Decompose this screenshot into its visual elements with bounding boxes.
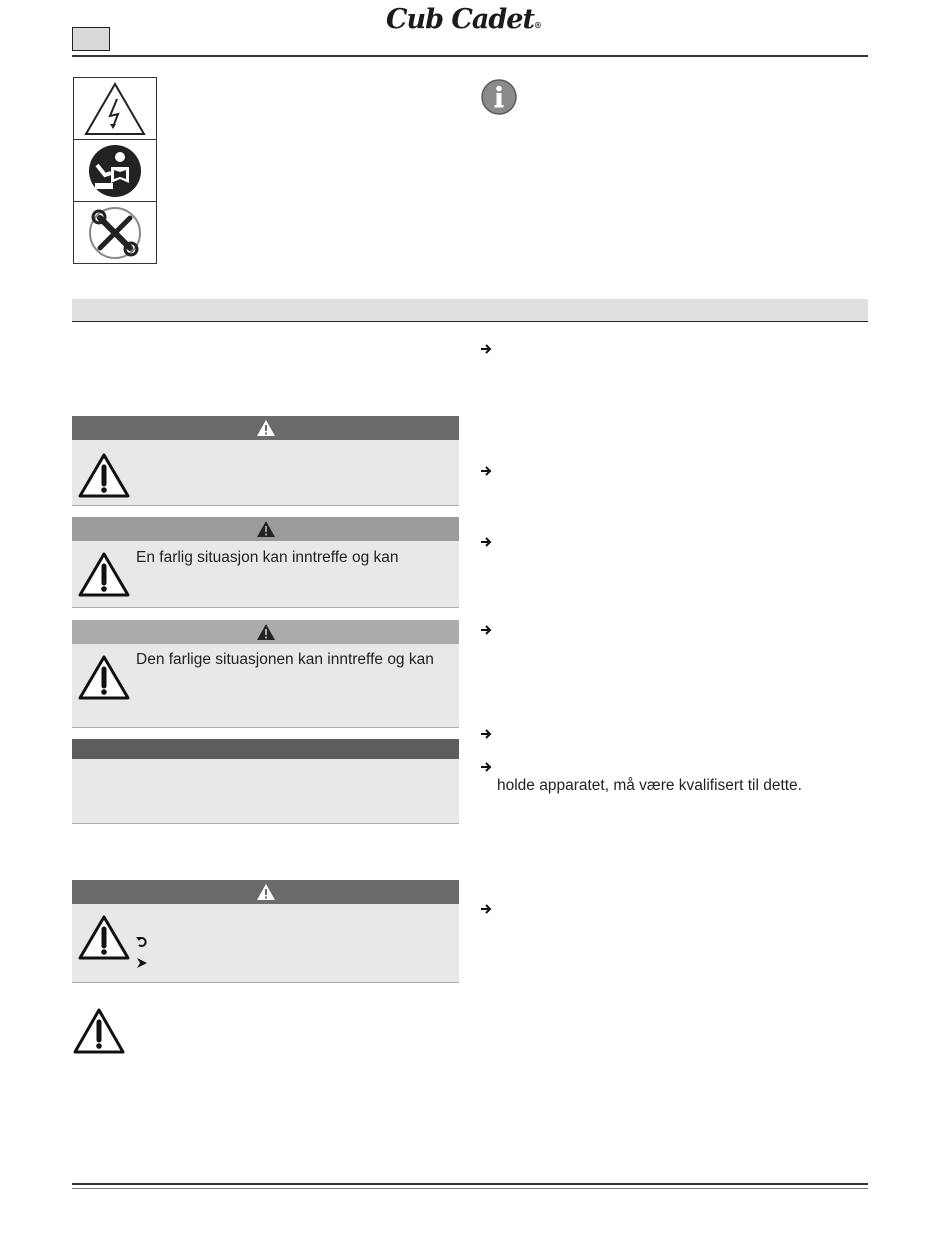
- caution-text: Den farlige situasjonen kan inntreffe og kan: [136, 651, 434, 668]
- caution-box: [72, 620, 459, 728]
- danger-box: [72, 416, 459, 506]
- symbol-stack: [73, 77, 157, 264]
- caution-box-header: [72, 620, 459, 644]
- info-icon: [481, 79, 517, 115]
- warning-box: [72, 517, 459, 608]
- registered-mark: ®: [533, 20, 541, 30]
- footer-rule: [72, 1183, 868, 1189]
- warning-small-icon: [256, 883, 276, 901]
- danger-box-header: [72, 416, 459, 440]
- danger-box-2-header: [72, 880, 459, 904]
- bullet-arrow-icon: [481, 729, 492, 739]
- warning-small-icon: [256, 419, 276, 437]
- bullet-arrow-icon: [481, 537, 492, 547]
- note-box-header: [72, 739, 459, 759]
- warning-small-icon: [256, 520, 276, 538]
- brand-logo: [386, 4, 541, 35]
- result-arrow-icon: [136, 936, 148, 948]
- note-box: [72, 739, 459, 824]
- page-number-box: [72, 27, 110, 51]
- action-pointer-icon: [136, 957, 148, 969]
- warning-text: En farlig situasjon kan inntreffe og kan: [136, 549, 399, 566]
- qualified-personnel-text: holde apparatet, må være kvalifisert til dette.: [497, 777, 802, 794]
- warning-box-header: [72, 517, 459, 541]
- bullet-arrow-icon: [481, 762, 492, 772]
- bullet-arrow-icon: [481, 344, 492, 354]
- warning-triangle-icon: [78, 914, 130, 960]
- brand-logo-text: Cub Cadet: [386, 4, 534, 35]
- danger-box-2: [72, 880, 459, 983]
- no-tools-repair-icon: [74, 202, 156, 263]
- bullet-arrow-icon: [481, 625, 492, 635]
- header-rule: [72, 55, 868, 57]
- electric-hazard-icon: [74, 78, 156, 140]
- warning-triangle-icon: [73, 1007, 125, 1055]
- warning-triangle-icon: [78, 551, 130, 597]
- read-manual-icon: [74, 140, 156, 202]
- bullet-arrow-icon: [481, 904, 492, 914]
- warning-triangle-icon: [78, 452, 130, 498]
- bullet-arrow-icon: [481, 466, 492, 476]
- warning-triangle-icon: [78, 654, 130, 700]
- warning-small-icon: [256, 623, 276, 641]
- section-heading-bar: [72, 299, 868, 322]
